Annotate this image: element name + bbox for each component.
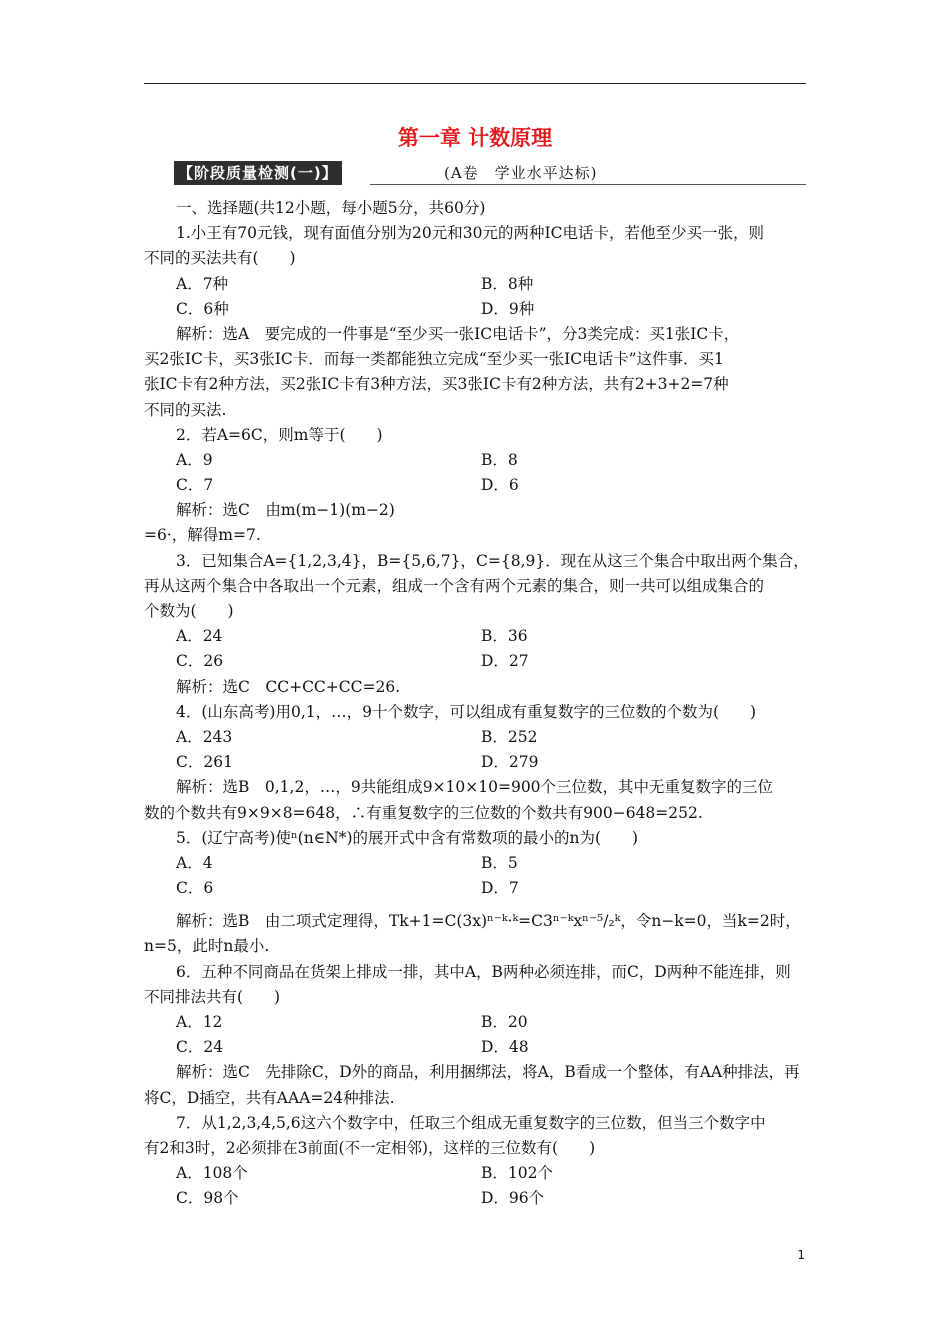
- solution-line: 张IC卡有2种方法，买2张IC卡有3种方法，买3张IC卡有2种方法，共有2+3+2=7种: [144, 375, 729, 394]
- solution-line: 解析：选B 由二项式定理得，Tk+1=C(3x)ⁿ⁻ᵏ·ᵏ=C3ⁿ⁻ᵏxⁿ⁻⁵/₂ᵏ，令n−k=0，当k=2时，: [176, 912, 801, 931]
- section-heading: 一、选择题(共12小题，每小题5分，共60分): [176, 199, 486, 217]
- solution-line: 解析：选A 要完成的一件事是“至少买一张IC电话卡”，分3类完成：买1张IC卡，: [176, 324, 740, 343]
- option-right: B．8种: [481, 274, 534, 293]
- solution-line: 将C，D插空，共有AAA=24种排法.: [144, 1088, 395, 1107]
- subheader-rule: [370, 184, 806, 185]
- header-rule: [144, 83, 806, 84]
- solution-line: 解析：选C 由m(m−1)(m−2): [176, 501, 395, 520]
- option-right: B．8: [481, 450, 518, 469]
- solution-line: 解析：选B 0,1,2，…，9共能组成9×10×10=900个三位数，其中无重复数字的三位: [176, 778, 774, 797]
- option-right: D．48: [481, 1038, 529, 1057]
- option-row: [144, 1035, 808, 1060]
- option-right: D．96个: [481, 1189, 545, 1208]
- option-left: C．261: [176, 753, 233, 772]
- page-number: 1: [797, 1248, 805, 1262]
- solution-line: 买2张IC卡，买3张IC卡．而每一类都能独立完成“至少买一张IC电话卡”这件事．买1: [144, 350, 724, 369]
- question-stem-line: 6．五种不同商品在货架上排成一排，其中A，B两种必须连排，而C，D两种不能连排，则: [176, 962, 791, 981]
- solution-line: 不同的买法.: [144, 400, 227, 419]
- option-left: A．4: [176, 853, 213, 872]
- option-row: [144, 876, 808, 901]
- option-left: C．98个: [176, 1189, 239, 1208]
- option-left: A．24: [176, 627, 223, 646]
- option-left: C．7: [176, 476, 214, 495]
- question-stem-line: 个数为( ): [144, 602, 234, 620]
- question-stem-line: 7．从1,2,3,4,5,6这六个数字中，任取三个组成无重复数字的三位数，但当三个数字中: [176, 1113, 766, 1132]
- question-stem-line: 3．已知集合A={1,2,3,4}，B={5,6,7}，C={8,9}．现在从这三个集合中取出两个集合，: [176, 551, 809, 570]
- question-stem-line: 再从这两个集合中各取出一个元素，组成一个含有两个元素的集合，则一共可以组成集合的: [144, 576, 765, 595]
- option-left: C．6: [176, 879, 214, 898]
- question-stem-line: 有2和3时，2必须排在3前面(不一定相邻)，这样的三位数有( ): [144, 1138, 596, 1157]
- option-row: [144, 624, 808, 649]
- question-stem-line: 不同的买法共有( ): [144, 249, 296, 268]
- question-stem-line: 不同排法共有( ): [144, 987, 281, 1006]
- option-row: [144, 1186, 808, 1211]
- option-row: [144, 272, 808, 297]
- option-left: C．26: [176, 652, 224, 671]
- option-right: D．9种: [481, 299, 535, 318]
- option-left: A．108个: [176, 1164, 248, 1183]
- option-row: [144, 725, 808, 750]
- solution-line: 解析：选C CC+CC+CC=26.: [176, 677, 401, 696]
- option-right: D．279: [481, 753, 539, 772]
- option-row: [144, 1161, 808, 1186]
- spacer: [144, 901, 808, 909]
- stage-label: 【阶段质量检测(一)】: [174, 161, 342, 185]
- option-right: B．20: [481, 1013, 528, 1031]
- question-stem-line: 2．若A=6C，则m等于( ): [176, 425, 383, 444]
- option-row: [144, 851, 808, 876]
- option-right: B．102个: [481, 1164, 553, 1183]
- option-left: A．9: [176, 450, 213, 469]
- option-right: B．5: [481, 853, 518, 872]
- option-left: C．6种: [176, 299, 229, 318]
- chapter-title: 第一章 计数原理: [397, 126, 553, 150]
- option-left: A．7种: [176, 274, 229, 293]
- option-right: D．27: [481, 652, 529, 671]
- option-row: [144, 649, 808, 674]
- solution-line: n=5，此时n最小.: [144, 937, 270, 956]
- option-left: A．243: [176, 727, 233, 746]
- option-left: A．12: [176, 1013, 223, 1031]
- paper-label: (A卷 学业水平达标): [444, 164, 598, 182]
- option-right: D．7: [481, 879, 519, 898]
- option-row: [144, 448, 808, 473]
- option-right: D．6: [481, 476, 519, 495]
- option-row: [144, 1010, 808, 1035]
- option-row: [144, 297, 808, 322]
- option-right: B．252: [481, 727, 538, 746]
- option-row: [144, 473, 808, 498]
- question-list: [144, 196, 808, 1212]
- option-right: B．36: [481, 627, 528, 646]
- solution-line: 数的个数共有9×9×8=648，∴有重复数字的三位数的个数共有900−648=252.: [144, 803, 703, 822]
- solution-line: 解析：选C 先排除C，D外的商品，利用捆绑法，将A，B看成一个整体，有AA种排法，再: [176, 1063, 800, 1082]
- question-stem-line: 1.小王有70元钱，现有面值分别为20元和30元的两种IC电话卡，若他至少买一张，则: [176, 224, 764, 243]
- question-stem-line: 5．(辽宁高考)使ⁿ(n∈N*)的展开式中含有常数项的最小的n为( ): [176, 828, 639, 847]
- option-row: [144, 750, 808, 775]
- question-stem-line: 4．(山东高考)用0,1，…，9十个数字，可以组成有重复数字的三位数的个数为( ): [176, 702, 757, 721]
- option-left: C．24: [176, 1038, 224, 1057]
- solution-line: =6·，解得m=7.: [144, 526, 261, 545]
